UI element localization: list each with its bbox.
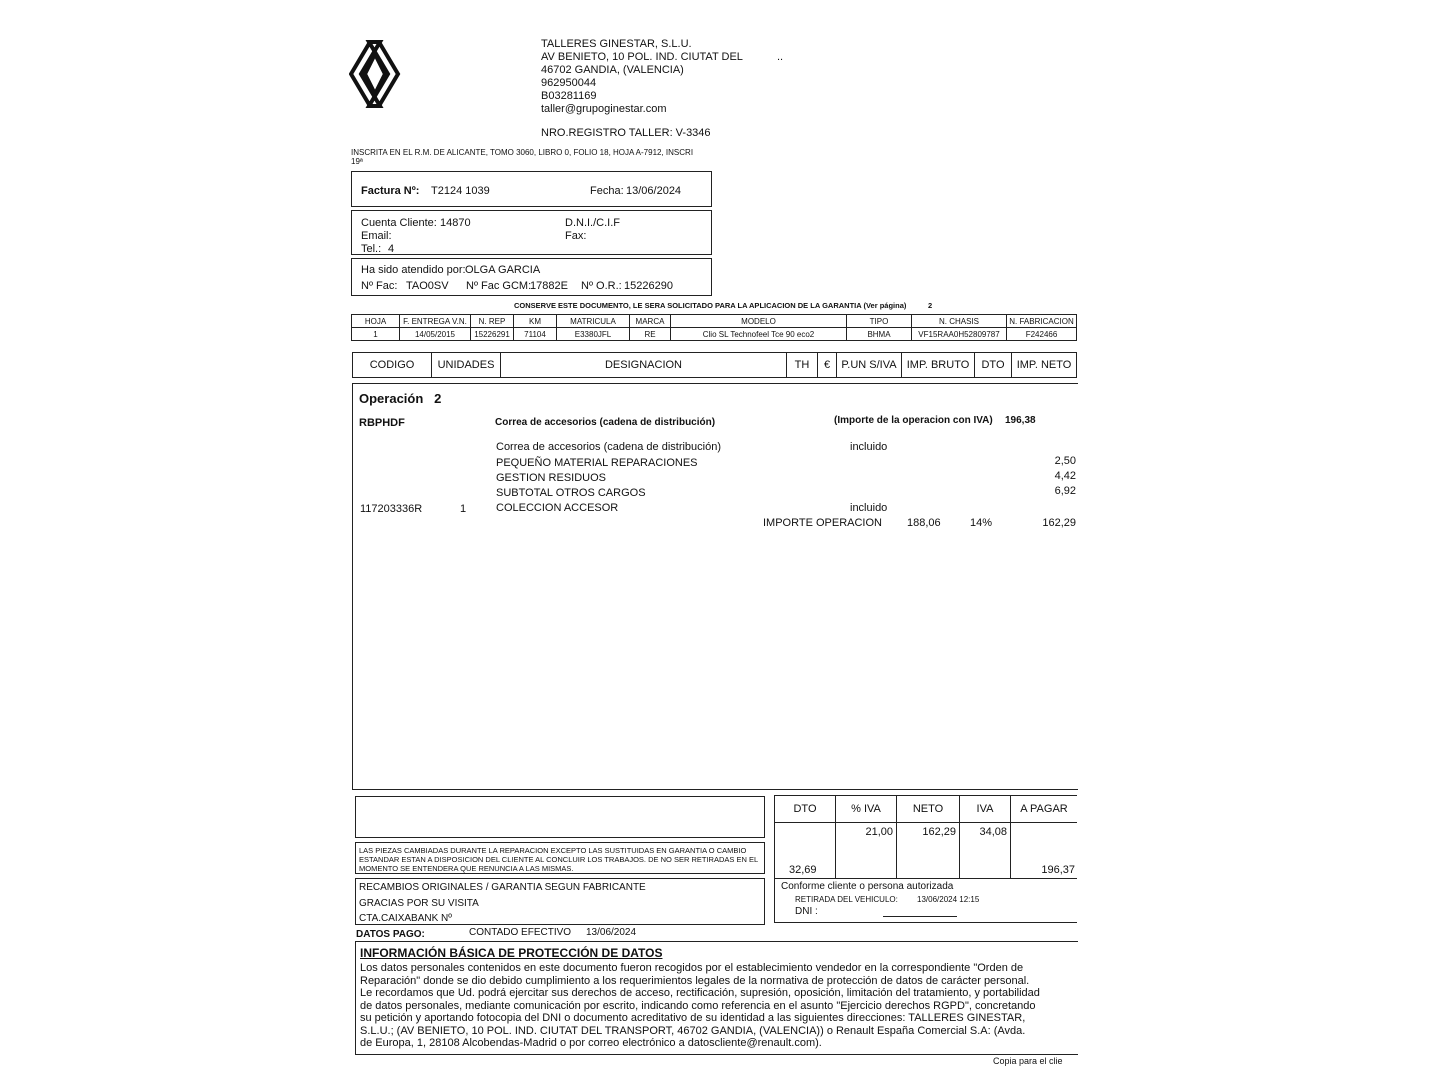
company-address2: 46702 GANDIA, (VALENCIA): [541, 64, 684, 76]
summary-table: [774, 795, 1077, 879]
footer-left-line: CTA.CAIXABANK Nº: [359, 913, 452, 924]
invoice-number: T2124 1039: [431, 185, 490, 197]
company-inscription: INSCRITA EN EL R.M. DE ALICANTE, TOMO 3060, LIBRO 0, FOLIO 18, HOJA A-7912, INSCRI: [351, 148, 694, 157]
warranty-notice: CONSERVE ESTE DOCUMENTO, LE SERA SOLICITADO PARA LA APLICACION DE LA GARANTIA (Ver página): [514, 301, 907, 310]
summary-value-row: [775, 823, 1078, 879]
company-email: taller@grupoginestar.com: [541, 103, 667, 115]
client-tel-label: Tel.:: [361, 243, 382, 255]
summary-dto-value: 32,69: [789, 864, 817, 876]
footer-left-box: [355, 878, 765, 925]
line-mid: incluido: [850, 502, 888, 514]
vehicle-header: N. FABRICACION: [1007, 315, 1077, 328]
operations-body: [352, 383, 1078, 790]
company-dots: ..: [777, 51, 784, 63]
company-name: TALLERES GINESTAR, S.L.U.: [541, 38, 692, 50]
invoice-date: 13/06/2024: [626, 185, 682, 197]
operation-total: 196,38: [1005, 415, 1036, 426]
summary-header: IVA: [960, 796, 1011, 823]
summary-dto: [775, 823, 836, 879]
invoice-date-label: Fecha:: [590, 185, 624, 197]
summary-header: A PAGAR: [1011, 796, 1078, 823]
operation-number: 2: [434, 391, 442, 406]
line-desc: COLECCION ACCESOR: [496, 502, 619, 514]
warranty-page: 2: [928, 301, 933, 310]
line-desc: SUBTOTAL OTROS CARGOS: [496, 487, 646, 499]
line-desc: GESTION RESIDUOS: [496, 472, 607, 484]
client-tel: 4: [388, 243, 395, 255]
vehicle-value: E3380JFL: [557, 328, 630, 341]
vehicle-value: VF15RAA0H52809787: [912, 328, 1007, 341]
nfac-label: Nº Fac:: [361, 280, 398, 292]
invoice-label: Factura Nº:: [361, 185, 420, 197]
client-account-label: Cuenta Cliente:: [361, 217, 437, 229]
privacy-line: Reparación" donde se dio debido cumplimiento a los requerimientos legales de la normativa de protección de datos de carácter personal.: [360, 974, 1030, 987]
company-registry: NRO.REGISTRO TALLER: V-3346: [541, 127, 711, 139]
operation-title: [359, 391, 441, 406]
operation-code: RBPHDF: [359, 417, 405, 429]
line-code: 117203336R: [360, 503, 423, 515]
vehicle-value: RE: [630, 328, 671, 341]
company-phone: 962950044: [541, 77, 597, 89]
client-dni-label: D.N.I./C.I.F: [565, 217, 620, 229]
nfac-value: TAO0SV: [406, 280, 449, 292]
privacy-title: INFORMACIÓN BÁSICA DE PROTECCIÓN DE DATOS: [360, 946, 663, 960]
summary-pagar-value: 196,37: [1041, 864, 1075, 876]
company-cif: B03281169: [541, 90, 597, 102]
col-pun: P.UN S/IVA: [837, 353, 902, 378]
dni-label: DNI :: [795, 906, 818, 917]
privacy-text: [360, 962, 1040, 1050]
importe-dto: 14%: [970, 517, 993, 529]
vehicle-header: MARCA: [630, 315, 671, 328]
attended-box: [351, 258, 712, 296]
attended-label: Ha sido atendido por:: [361, 264, 466, 276]
invoice-box: [351, 171, 712, 207]
payment-method: CONTADO EFECTIVO: [469, 927, 572, 938]
vehicle-header: KM: [514, 315, 557, 328]
col-unidades: UNIDADES: [432, 353, 501, 378]
col-designacion: DESIGNACION: [501, 353, 787, 378]
privacy-line: de Europa, 1, 28108 Alcobendas-Madrid o por correo electrónico a datoscliente@renault.com).: [360, 1037, 822, 1049]
copy-note: Copia para el clie: [993, 1056, 1063, 1066]
line-desc: PEQUEÑO MATERIAL REPARACIONES: [496, 457, 698, 469]
or-label: Nº O.R.:: [581, 280, 622, 292]
importe-label: IMPORTE OPERACION: [763, 517, 882, 529]
renault-logo: [349, 40, 401, 108]
line-net: 4,42: [1054, 470, 1076, 482]
parts-notice: LAS PIEZAS CAMBIADAS DURANTE LA REPARACION EXCEPTO LAS SUSTITUIDAS EN GARANTIA O CAMBIO ESTANDAR ESTAN A DISPOSICION DEL CLIENTE AL CONCLUIR LOS TRABAJOS. DE NO SER RETIRADAS EN EL MOMENTO SE ENTENDERA QUE RENUNCIA A LAS MISMAS.: [359, 846, 758, 873]
vehicle-value: 1: [352, 328, 400, 341]
vehicle-header: MATRICULA: [557, 315, 630, 328]
col-dto: DTO: [975, 353, 1012, 378]
vehicle-value: 71104: [514, 328, 557, 341]
vehicle-header-row: [352, 315, 1077, 328]
footer-left-line: GRACIAS POR SU VISITA: [359, 898, 479, 909]
col-bruto: IMP. BRUTO: [902, 353, 975, 378]
parts-notice-box: [355, 842, 765, 874]
vehicle-value: Clio SL Technofeel Tce 90 eco2: [671, 328, 847, 341]
vehicle-value: 14/05/2015: [400, 328, 471, 341]
operation-name: Correa de accesorios (cadena de distribución): [495, 417, 716, 428]
line-mid: incluido: [850, 441, 888, 453]
summary-pagar: [1011, 823, 1078, 879]
line-net: 6,92: [1054, 485, 1076, 497]
or-value: 15226290: [624, 280, 673, 292]
summary-header: % IVA: [836, 796, 897, 823]
vehicle-header: TIPO: [847, 315, 912, 328]
client-email-label: Email:: [361, 230, 392, 242]
columns-header-row: [353, 353, 1077, 378]
client-fax-label: Fax:: [565, 230, 587, 242]
vehicle-value: BHMA: [847, 328, 912, 341]
privacy-line: Los datos personales contenidos en este documento fueron recogidos por el establecimiento vendedor en la correspondiente "Orden de: [360, 962, 1024, 974]
retirada-label: RETIRADA DEL VEHICULO:: [795, 895, 898, 904]
privacy-line: de datos personales, mediante comunicación por escrito, indicando como referencia en el asunto "Ejercicio derechos RGPD", concretando: [360, 999, 1036, 1012]
line-net: 2,50: [1054, 455, 1076, 467]
operation-title-label: Operación: [359, 391, 424, 406]
col-euro: €: [818, 353, 837, 378]
vehicle-header: N. CHASIS: [912, 315, 1007, 328]
footer-left-line: RECAMBIOS ORIGINALES / GARANTIA SEGUN FABRICANTE: [359, 882, 646, 893]
attended-name: OLGA GARCIA: [465, 264, 541, 276]
gcm-value: 17882E: [530, 280, 568, 292]
vehicle-header: N. REP: [471, 315, 514, 328]
company-address1: AV BENIETO, 10 POL. IND. CIUTAT DEL: [541, 51, 743, 63]
blank-box: [355, 796, 765, 838]
importe-bruto: 188,06: [907, 517, 941, 529]
columns-header: [352, 352, 1077, 378]
conforme-label: Conforme cliente o persona autorizada: [781, 881, 954, 892]
vehicle-header: F. ENTREGA V.N.: [400, 315, 471, 328]
privacy-box: [355, 941, 1078, 1055]
vehicle-header: MODELO: [671, 315, 847, 328]
importe-neto: 162,29: [1042, 517, 1076, 529]
col-neto: IMP. NETO: [1012, 353, 1077, 378]
payment-label: DATOS PAGO:: [356, 929, 425, 940]
operation-total-label: (Importe de la operacion con IVA): [834, 415, 993, 426]
col-th: TH: [787, 353, 818, 378]
gcm-label: Nº Fac GCM:: [466, 280, 532, 292]
summary-neto: 162,29: [897, 823, 960, 879]
dni-signature-line: [883, 916, 957, 917]
col-codigo: CODIGO: [353, 353, 432, 378]
conforme-box: [774, 878, 1077, 923]
client-account: 14870: [440, 217, 471, 229]
client-box: [351, 210, 712, 255]
summary-header: NETO: [897, 796, 960, 823]
summary-iva: 34,08: [960, 823, 1011, 879]
summary-iva-pct: 21,00: [836, 823, 897, 879]
vehicle-value-row: [352, 328, 1077, 341]
line-units: 1: [460, 503, 467, 515]
summary-header-row: [775, 796, 1078, 823]
vehicle-value: 15226291: [471, 328, 514, 341]
privacy-line: S.L.U.; (AV BENIETO, 10 POL. IND. CIUTAT DEL TRANSPORT, 46702 GANDIA, (VALENCIA)) o Renault España Comercial S.A: (Avda.: [360, 1024, 1026, 1037]
privacy-line: su petición y aportando fotocopia del DNI o documento acreditativo de su identidad a las siguientes direcciones: TALLERES GINESTAR,: [360, 1012, 1026, 1024]
vehicle-header: HOJA: [352, 315, 400, 328]
line-desc: Correa de accesorios (cadena de distribución): [496, 441, 722, 453]
summary-header: DTO: [775, 796, 836, 823]
privacy-line: Le recordamos que Ud. podrá ejercitar sus derechos de acceso, rectificación, supresión, oposición, limitación del tratamiento, y portabilidad: [360, 987, 1040, 999]
retirada-value: 13/06/2024 12:15: [917, 895, 980, 904]
vehicle-value: F242466: [1007, 328, 1077, 341]
vehicle-table: [351, 314, 1077, 341]
company-inscription-2: 19ª: [351, 157, 363, 166]
payment-date: 13/06/2024: [586, 927, 637, 938]
